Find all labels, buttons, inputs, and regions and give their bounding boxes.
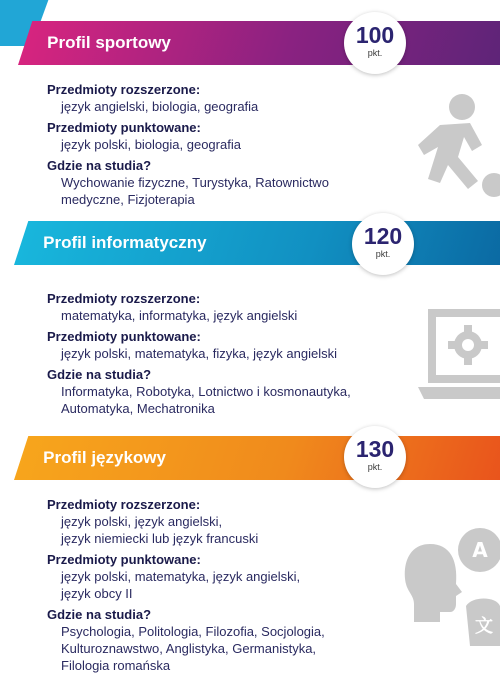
- points-badge: [344, 12, 406, 74]
- profile-banner: [14, 436, 500, 480]
- profile-content: [47, 290, 427, 421]
- rozszerzone-line: język polski, język angielski,: [61, 514, 223, 529]
- rozszerzone-heading: Przedmioty rozszerzone:: [47, 82, 201, 97]
- rozszerzone-heading: Przedmioty rozszerzone:: [47, 291, 201, 306]
- studia-line: Wychowanie fizyczne, Turystyka, Ratownictwo: [61, 175, 329, 190]
- punktowane-line: język polski, biologia, geografia: [61, 137, 241, 152]
- points-value: 120: [363, 223, 403, 249]
- punktowane-heading: Przedmioty punktowane:: [47, 552, 201, 567]
- studia-line: Informatyka, Robotyka, Lotnictwo i kosmonautyka,: [61, 384, 351, 399]
- profile-section-sportowy: [0, 0, 500, 215]
- profile-title: Profil językowy: [43, 448, 166, 467]
- rozszerzone-line: język angielski, biologia, geografia: [61, 99, 259, 114]
- profile-section-informatyczny: [0, 215, 500, 440]
- rozszerzone-line: język niemiecki lub język francuski: [61, 531, 259, 546]
- profile-section-jezykowy: [0, 430, 500, 694]
- svg-text:文: 文: [475, 616, 493, 637]
- profile-content: [47, 81, 427, 212]
- profile-banner: [18, 21, 500, 65]
- football-player-icon: [410, 85, 500, 210]
- points-unit: pkt.: [375, 249, 391, 259]
- studia-line: Psychologia, Politologia, Filozofia, Socjologia,: [61, 624, 325, 639]
- studia-line: Kulturoznawstwo, Anglistyka, Germanistyka,: [61, 641, 317, 656]
- speaking-head-translate-icon: [400, 526, 500, 656]
- studia-heading: Gdzie na studia?: [47, 607, 152, 622]
- studia-heading: Gdzie na studia?: [47, 367, 152, 382]
- svg-text:A: A: [472, 538, 488, 562]
- points-value: 130: [355, 436, 395, 462]
- punktowane-line: język obcy II: [61, 586, 133, 601]
- profile-title: Profil informatyczny: [43, 233, 207, 252]
- rozszerzone-line: matematyka, informatyka, język angielski: [61, 308, 298, 323]
- punktowane-heading: Przedmioty punktowane:: [47, 120, 201, 135]
- punktowane-line: język polski, matematyka, fizyka, język angielski: [61, 346, 337, 361]
- studia-heading: Gdzie na studia?: [47, 158, 152, 173]
- punktowane-line: język polski, matematyka, język angielski,: [61, 569, 301, 584]
- profile-content: [47, 496, 427, 678]
- points-unit: pkt.: [367, 462, 383, 472]
- laptop-gear-icon: [418, 307, 500, 407]
- points-badge: [344, 426, 406, 488]
- rozszerzone-heading: Przedmioty rozszerzone:: [47, 497, 201, 512]
- points-badge: [352, 213, 414, 275]
- studia-line: Automatyka, Mechatronika: [61, 401, 215, 416]
- profile-banner: [14, 221, 500, 265]
- studia-line: medyczne, Fizjoterapia: [61, 192, 195, 207]
- points-value: 100: [355, 22, 395, 48]
- profile-title: Profil sportowy: [47, 33, 171, 52]
- studia-line: Filologia romańska: [61, 658, 171, 673]
- punktowane-heading: Przedmioty punktowane:: [47, 329, 201, 344]
- points-unit: pkt.: [367, 48, 383, 58]
